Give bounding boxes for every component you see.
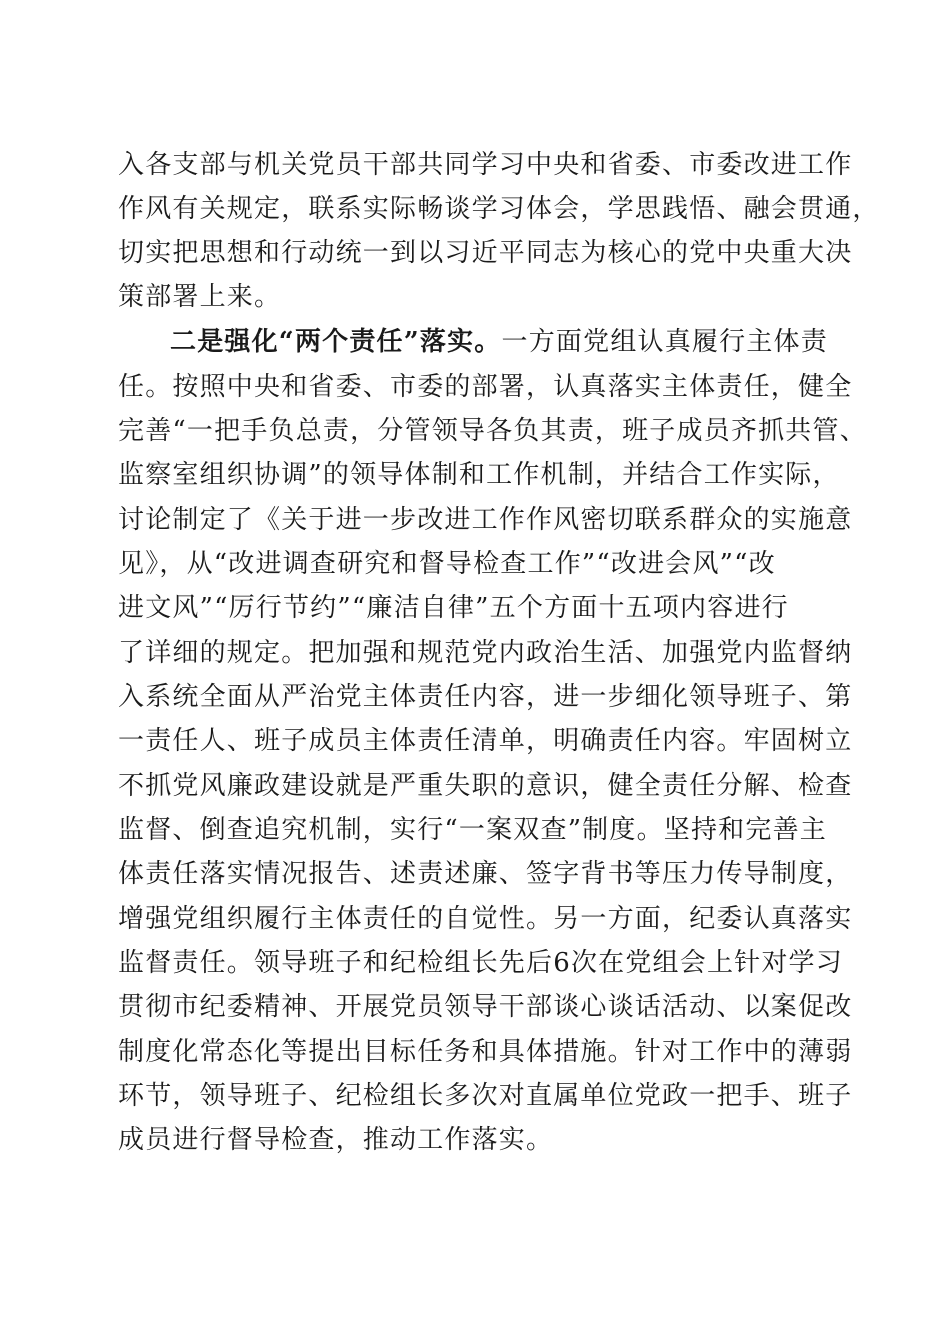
paragraph-2-line: 讨论制定了《关于进一步改进工作作风密切联系群众的实施意 xyxy=(118,505,853,535)
paragraph-2-line: 监督、倒查追究机制，实行“一案双查”制度。坚持和完善主 xyxy=(118,815,827,845)
paragraph-2-line: 不抓党风廉政建设就是严重失职的意识，健全责任分解、检查 xyxy=(118,771,853,801)
paragraph-2-first-line-text: 一方面党组认真履行主体责 xyxy=(501,327,828,357)
paragraph-1-line: 作风有关规定，联系实际畅谈学习体会，学思践悟、融会贯通， xyxy=(118,194,880,224)
paragraph-1-line: 策部署上来。 xyxy=(118,282,282,312)
paragraph-2-first-line xyxy=(170,325,828,359)
paragraph-2-line: 成员进行督导检查，推动工作落实。 xyxy=(118,1125,554,1155)
paragraph-2-line: 了详细的规定。把加强和规范党内政治生活、加强党内监督纳 xyxy=(118,638,853,668)
paragraph-2-line: 进文风”“厉行节约”“廉洁自律”五个方面十五项内容进行 xyxy=(118,593,789,623)
paragraph-2-line: 入系统全面从严治党主体责任内容，进一步细化领导班子、第 xyxy=(118,682,853,712)
paragraph-1-line: 切实把思想和行动统一到以习近平同志为核心的党中央重大决 xyxy=(118,238,853,268)
paragraph-2-line: 一责任人、班子成员主体责任清单，明确责任内容。牢固树立 xyxy=(118,726,853,756)
paragraph-2-line: 监督责任。领导班子和纪检组长先后6次在党组会上针对学习 xyxy=(118,948,843,978)
paragraph-2-line: 增强党组织履行主体责任的自觉性。另一方面，纪委认真落实 xyxy=(118,904,853,934)
paragraph-2-line: 完善“一把手负总责，分管领导各负其责，班子成员齐抓共管、 xyxy=(118,416,867,446)
paragraph-2-line: 见》，从“改进调查研究和督导检查工作”“改进会风”“改 xyxy=(118,549,776,579)
paragraph-2-line: 环节，领导班子、纪检组长多次对直属单位党政一把手、班子 xyxy=(118,1081,853,1111)
paragraph-2-line: 制度化常态化等提出目标任务和具体措施。针对工作中的薄弱 xyxy=(118,1037,853,1067)
paragraph-2-line: 体责任落实情况报告、述责述廉、签字背书等压力传导制度， xyxy=(118,859,853,889)
paragraph-2-line: 贯彻市纪委精神、开展党员领导干部谈心谈话活动、以案促改 xyxy=(118,992,853,1022)
paragraph-2-line: 任。按照中央和省委、市委的部署，认真落实主体责任，健全 xyxy=(118,372,853,402)
paragraph-2-heading: 二是强化“两个责任”落实。 xyxy=(170,327,502,357)
paragraph-2-line: 监察室组织协调”的领导体制和工作机制，并结合工作实际， xyxy=(118,460,840,490)
paragraph-1-line: 入各支部与机关党员干部共同学习中央和省委、市委改进工作 xyxy=(118,150,853,180)
